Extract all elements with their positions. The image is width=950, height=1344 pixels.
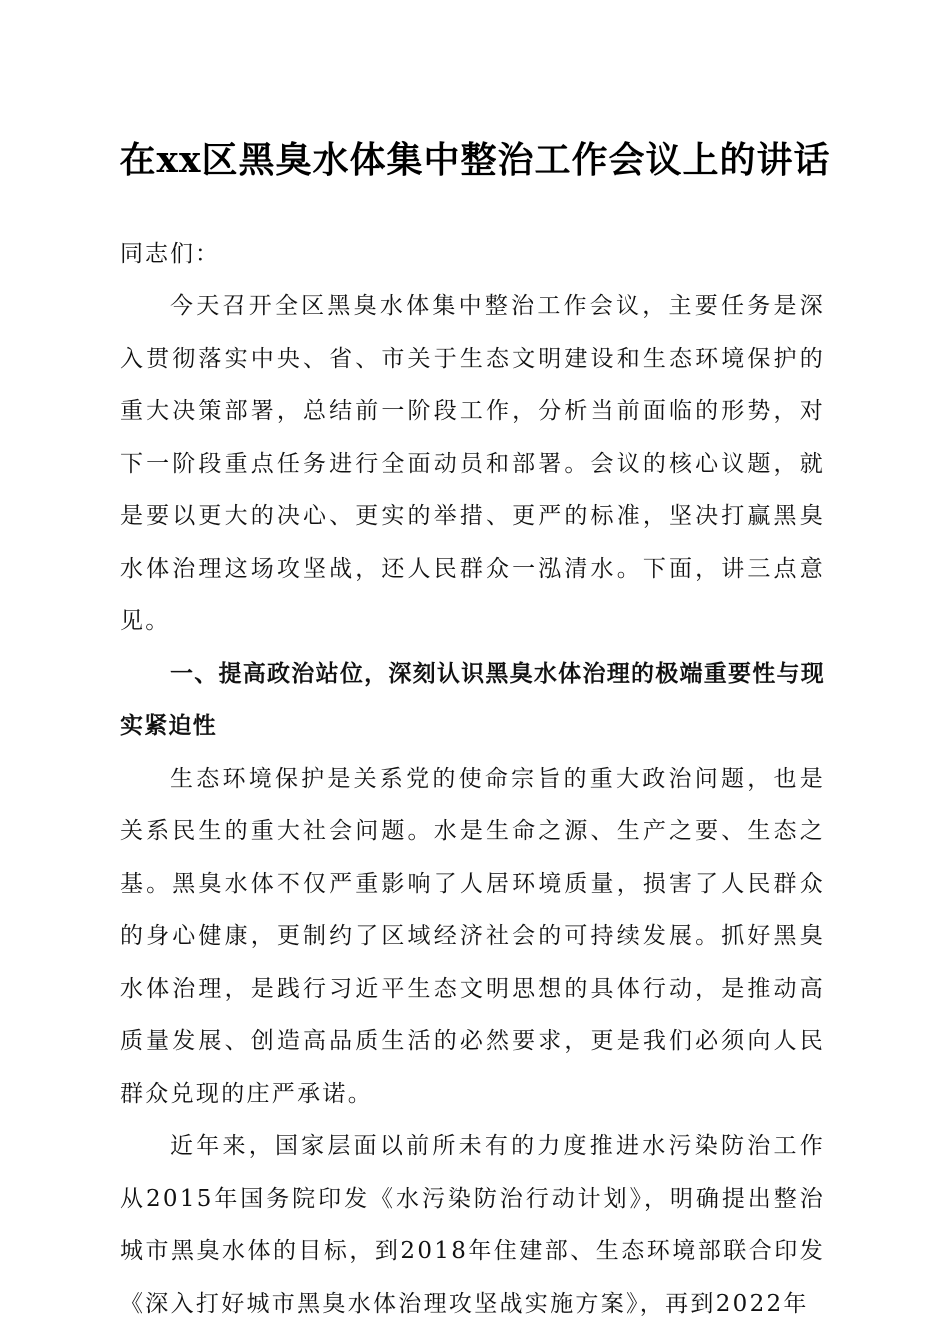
intro-paragraph: 今天召开全区黑臭水体集中整治工作会议，主要任务是深入贯彻落实中央、省、市关于生态文明建设和生态环境保护的重大决策部署，总结前一阶段工作，分析当前面临的形势，对下一阶段重点任务进行全面动员和部署。会议的核心议题，就是要以更大的决心、更实的举措、更严的标准，坚决打赢黑臭水体治理这场攻坚战，还人民群众一泓清水。下面，讲三点意见。	[120, 293, 825, 634]
salutation: 同志们：	[120, 241, 220, 267]
section-heading-1: 一、提高政治站位，深刻认识黑臭水体治理的极端重要性与现实紧迫性	[120, 660, 825, 739]
document-title: 在xx区黑臭水体集中整治工作会议上的讲话	[119, 139, 831, 181]
document-body	[120, 228, 825, 1330]
section1-paragraph-1: 生态环境保护是关系党的使命宗旨的重大政治问题，也是关系民生的重大社会问题。水是生命之源、生产之要、生态之基。黑臭水体不仅严重影响了人居环境质量，损害了人民群众的身心健康，更制约了区域经济社会的可持续发展。抓好黑臭水体治理，是践行习近平生态文明思想的具体行动，是推动高质量发展、创造高品质生活的必然要求，更是我们必须向人民群众兑现的庄严承诺。	[120, 765, 825, 1107]
section1-paragraph-2: 近年来，国家层面以前所未有的力度推进水污染防治工作从2015年国务院印发《水污染防治行动计划》，明确提出整治城市黑臭水体的目标，到2018年住建部、生态环境部联合印发《深入打好城市黑臭水体治理攻坚战实施方案》，再到2022年	[120, 1133, 825, 1317]
